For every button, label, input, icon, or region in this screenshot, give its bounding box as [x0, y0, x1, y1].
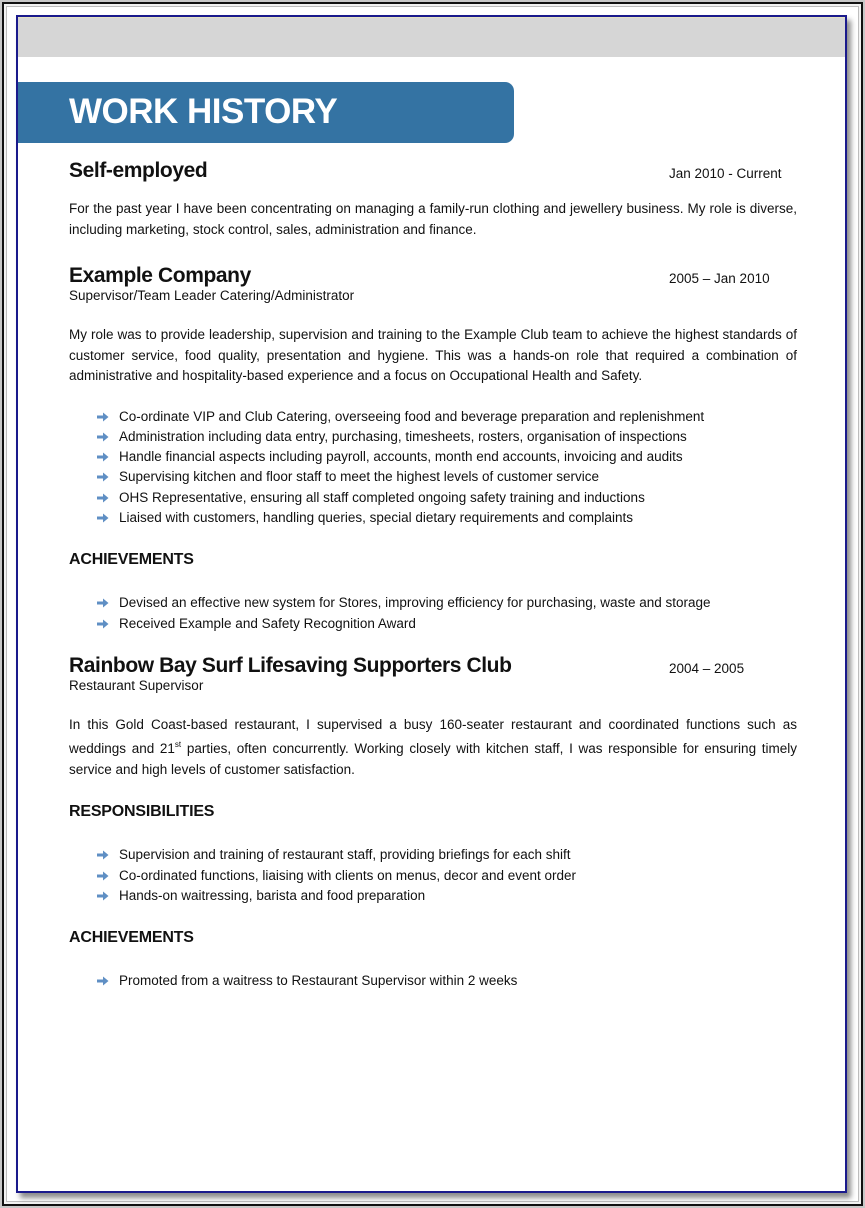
list-item: Devised an effective new system for Stores, improving efficiency for purchasing, waste and storage [96, 593, 797, 613]
job-title: Rainbow Bay Surf Lifesaving Supporters Club [69, 653, 512, 677]
arrow-right-icon [96, 849, 110, 861]
list-item: Supervision and training of restaurant staff, providing briefings for each shift [96, 845, 797, 865]
arrow-right-icon [96, 618, 110, 630]
job-entry [69, 157, 797, 240]
work-history-content [69, 157, 797, 992]
list-item: Liaised with customers, handling queries, special dietary requirements and complaints [96, 508, 797, 528]
arrow-right-icon [96, 471, 110, 483]
responsibilities-list [96, 845, 797, 906]
list-item: Co-ordinate VIP and Club Catering, overseeing food and beverage preparation and replenishment [96, 407, 797, 427]
list-item: Promoted from a waitress to Restaurant Supervisor within 2 weeks [96, 971, 797, 991]
arrow-right-icon [96, 870, 110, 882]
job-title: Example Company [69, 264, 251, 287]
list-item: Received Example and Safety Recognition Award [96, 614, 797, 634]
job-description: My role was to provide leadership, supervision and training to the Example Club team to achieve the highest standards of customer service, food quality, presentation and hygiene. This was a hands-on role that required a combination of administrative and hospitality-based experience and a focus on Occupational Health and Safety. [69, 327, 797, 383]
arrow-right-icon [96, 411, 110, 423]
job-role: Restaurant Supervisor [69, 677, 204, 693]
job-dates: 2005 – Jan 2010 [669, 271, 770, 286]
list-item: OHS Representative, ensuring all staff completed ongoing safety training and inductions [96, 488, 797, 508]
achievements-list [96, 593, 797, 634]
arrow-right-icon [96, 451, 110, 463]
list-item: Co-ordinated functions, liaising with clients on menus, decor and event order [96, 866, 797, 886]
job-dates: 2004 – 2005 [669, 660, 745, 676]
list-item: Administration including data entry, purchasing, timesheets, rosters, organisation of inspections [96, 427, 797, 447]
list-item: Supervising kitchen and floor staff to meet the highest levels of customer service [96, 467, 797, 487]
header-band [18, 17, 845, 57]
section-banner [18, 82, 514, 143]
job-dates: Jan 2010 - Current [669, 166, 782, 181]
job-entry [69, 652, 797, 992]
arrow-right-icon [96, 890, 110, 902]
job-description: In this Gold Coast-based restaurant, I supervised a busy 160-seater restaurant and coordinated functions such as weddings and 21st parties, often concurrently. Working closely with kitchen staff, I was responsible for ensuring timely service and high levels of customer satisfaction. [69, 716, 797, 777]
document-page [16, 15, 847, 1193]
achievements-heading: ACHIEVEMENTS [69, 551, 194, 569]
arrow-right-icon [96, 492, 110, 504]
job-entry [69, 262, 797, 634]
achievements-list [96, 971, 797, 991]
job-description: For the past year I have been concentrating on managing a family-run clothing and jewellery business. My role is diverse, including marketing, stock control, sales, administration and finance. [69, 201, 797, 237]
job-title: Self-employed [69, 159, 208, 182]
list-item: Hands-on waitressing, barista and food preparation [96, 886, 797, 906]
job-header [69, 157, 797, 187]
responsibilities-heading: RESPONSIBILITIES [69, 803, 215, 821]
achievements-heading: ACHIEVEMENTS [69, 929, 194, 947]
job-header [69, 652, 797, 676]
list-item: Handle financial aspects including payroll, accounts, month end accounts, invoicing and audits [96, 447, 797, 467]
job-header [69, 262, 797, 286]
section-title: WORK HISTORY [69, 92, 338, 131]
arrow-right-icon [96, 975, 110, 987]
duties-list [96, 407, 797, 529]
arrow-right-icon [96, 431, 110, 443]
arrow-right-icon [96, 597, 110, 609]
arrow-right-icon [96, 512, 110, 524]
job-role: Supervisor/Team Leader Catering/Administrator [69, 288, 355, 303]
